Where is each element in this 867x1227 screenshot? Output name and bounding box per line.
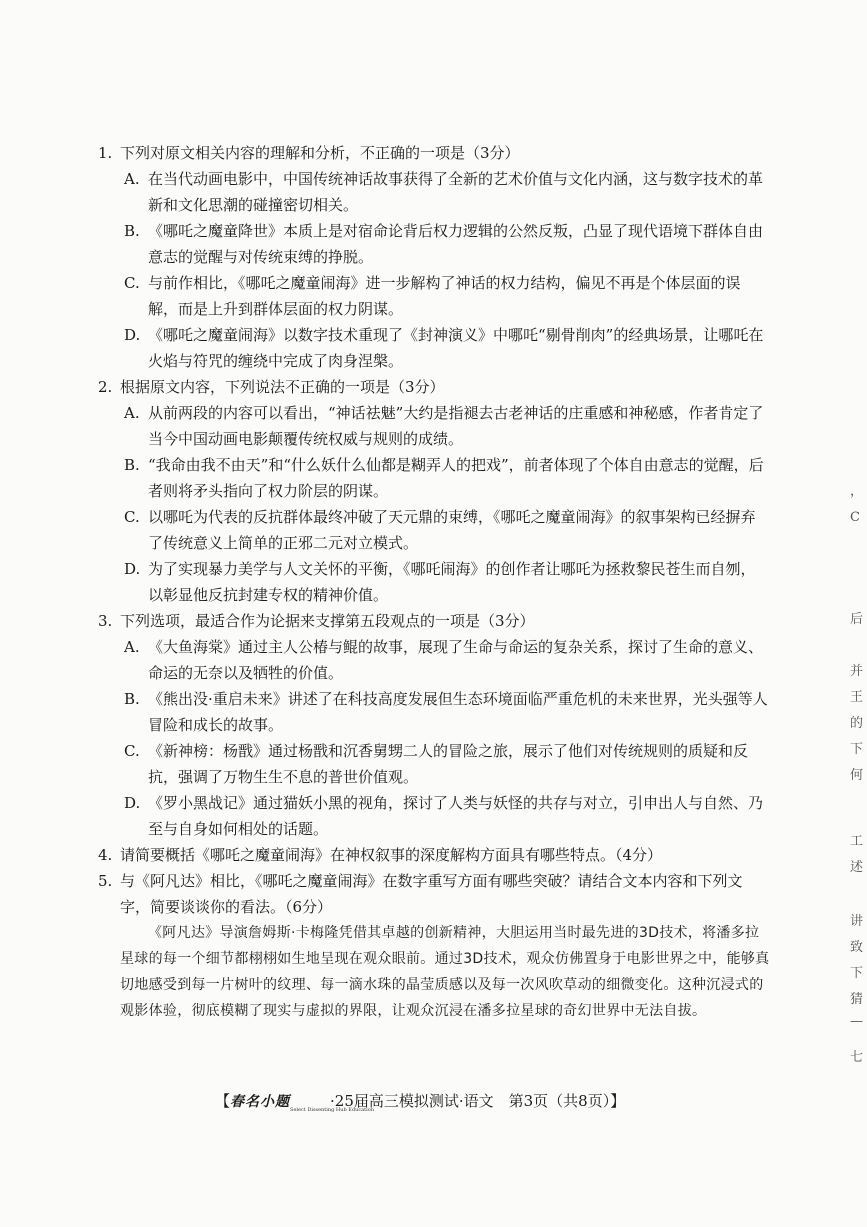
question-3 — [98, 608, 770, 842]
option-text: 《哪吒之魔童闹海》以数字技术重现了《封神演义》中哪吒“剔骨削肉”的经典场景，让哪吒在火焰与符咒的缠绕中完成了肉身涅槃。 — [148, 326, 764, 370]
option-text: 《罗小黑战记》通过猫妖小黑的视角，探讨了人类与妖怪的共存与对立，引申出人与自然、乃至与自身如何相处的话题。 — [148, 794, 764, 838]
option-d — [120, 790, 770, 842]
option-label: B. — [124, 222, 140, 240]
option-label: A. — [124, 638, 140, 656]
option-c — [120, 270, 770, 322]
option-text: 为了实现暴力美学与人文关怀的平衡，《哪吒闹海》的创作者让哪吒为拯救黎民苍生而自刎，以彰显他反抗封建专权的精神价值。 — [148, 560, 756, 604]
edge-fragment: 工 — [850, 834, 864, 849]
question-stem: 与《阿凡达》相比，《哪吒之魔童闹海》在数字重写方面有哪些突破？请结合文本内容和下列文字，简要谈谈你的看法。（6分） — [120, 872, 743, 916]
option-a — [120, 634, 770, 686]
edge-fragment: 后 — [850, 612, 864, 627]
edge-fragment: 猜 — [850, 992, 864, 1007]
option-c — [120, 738, 770, 790]
brand-subtitle: Select Dissenting Hub Education — [290, 1107, 374, 1113]
question-number: 1. — [98, 144, 113, 162]
footer-info: ·25届高三模拟测试·语文 第3页（共8页） — [330, 1092, 611, 1110]
edge-fragment: 下 — [850, 742, 864, 757]
option-label: C. — [124, 742, 140, 760]
edge-fragment: 七 — [850, 1050, 864, 1065]
question-stem: 请简要概括《哪吒之魔童闹海》在神权叙事的深度解构方面具有哪些特点。（4分） — [120, 846, 663, 864]
edge-fragment: ， — [850, 484, 864, 499]
option-label: D. — [124, 794, 141, 812]
question-stem: 下列选项，最适合作为论据来支撑第五段观点的一项是（3分） — [120, 612, 535, 630]
reference-passage: 《阿凡达》导演詹姆斯·卡梅隆凭借其卓越的创新精神，大胆运用当时最先进的3D技术，将潘多拉星球的每一个细节都栩栩如生地呈现在观众眼前。通过3D技术，观众仿佛置身于电影世界之中，能够真切地感受到每一片树叶的纹理、每一滴水珠的晶莹质感以及每一次风吹草动的细微变化。这种沉浸式的观影体验，彻底模糊了现实与虚拟的界限，让观众沉浸在潘多拉星球的奇幻世界中无法自拔。 — [120, 925, 770, 1019]
edge-fragment: 下 — [850, 966, 864, 981]
question-number: 3. — [98, 612, 113, 630]
question-stem: 根据原文内容，下列说法不正确的一项是（3分） — [120, 378, 445, 396]
option-d — [120, 322, 770, 374]
option-text: “我命由我不由天”和“什么妖什么仙都是糊弄人的把戏”，前者体现了个体自由意志的觉醒，后者则将矛头指向了权力阶层的阴谋。 — [148, 456, 764, 500]
option-label: A. — [124, 404, 140, 422]
brand-logo: 春名小题 — [230, 1094, 291, 1110]
footer-close-bracket: 】 — [610, 1092, 626, 1110]
option-label: A. — [124, 170, 140, 188]
question-5 — [98, 868, 770, 920]
option-text: 《新神榜：杨戬》通过杨戬和沉香舅甥二人的冒险之旅，展示了他们对传统规则的质疑和反抗，强调了万物生生不息的普世价值观。 — [148, 742, 749, 786]
question-4 — [98, 842, 770, 868]
edge-fragment: 讲 — [850, 914, 864, 929]
option-d — [120, 556, 770, 608]
question-1 — [98, 140, 770, 374]
option-label: C. — [124, 274, 140, 292]
option-label: B. — [124, 690, 140, 708]
option-label: D. — [124, 560, 141, 578]
option-c — [120, 504, 770, 556]
edge-fragment: 致 — [850, 940, 864, 955]
option-b — [120, 452, 770, 504]
edge-fragment: 的 — [850, 716, 864, 731]
question-2 — [98, 374, 770, 608]
edge-fragment: 王 — [850, 690, 864, 705]
option-text: 与前作相比，《哪吒之魔童闹海》进一步解构了神话的权力结构，偏见不再是个体层面的误解，而是上升到群体层面的权力阴谋。 — [148, 274, 741, 318]
footer-open-bracket: 【 — [215, 1092, 231, 1110]
option-a — [120, 400, 770, 452]
question-number: 4. — [98, 846, 113, 864]
option-label: D. — [124, 326, 141, 344]
option-b — [120, 686, 770, 738]
option-text: 在当代动画电影中，中国传统神话故事获得了全新的艺术价值与文化内涵，这与数字技术的革新和文化思潮的碰撞密切相关。 — [148, 170, 764, 214]
question-list — [98, 140, 770, 1024]
page-footer — [215, 1090, 655, 1113]
option-label: C. — [124, 508, 140, 526]
question-number: 2. — [98, 378, 113, 396]
edge-fragment: — — [850, 1014, 863, 1029]
option-a — [120, 166, 770, 218]
option-text: 从前两段的内容可以看出，“神话祛魅”大约是指褪去古老神话的庄重感和神秘感，作者肯定了当今中国动画电影颠覆传统权威与规则的成绩。 — [148, 404, 764, 448]
edge-fragment: 述 — [850, 860, 864, 875]
option-text: 《哪吒之魔童降世》本质上是对宿命论背后权力逻辑的公然反叛，凸显了现代语境下群体自由意志的觉醒与对传统束缚的挣脱。 — [148, 222, 764, 266]
edge-fragment: 何 — [850, 768, 864, 783]
option-b — [120, 218, 770, 270]
question-stem: 下列对原文相关内容的理解和分析，不正确的一项是（3分） — [120, 144, 520, 162]
option-text: 《熊出没·重启未来》讲述了在科技高度发展但生态环境面临严重危机的未来世界，光头强等人冒险和成长的故事。 — [148, 690, 768, 734]
question-number: 5. — [98, 872, 113, 890]
option-text: 《大鱼海棠》通过主人公椿与鲲的故事，展现了生命与命运的复杂关系，探讨了生命的意义、命运的无奈以及牺牲的价值。 — [148, 638, 764, 682]
option-text: 以哪吒为代表的反抗群体最终冲破了天元鼎的束缚，《哪吒之魔童闹海》的叙事架构已经摒弃了传统意义上简单的正邪二元对立模式。 — [148, 508, 756, 552]
option-label: B. — [124, 456, 140, 474]
edge-fragment: C — [850, 510, 860, 525]
edge-fragment: 并 — [850, 664, 864, 679]
